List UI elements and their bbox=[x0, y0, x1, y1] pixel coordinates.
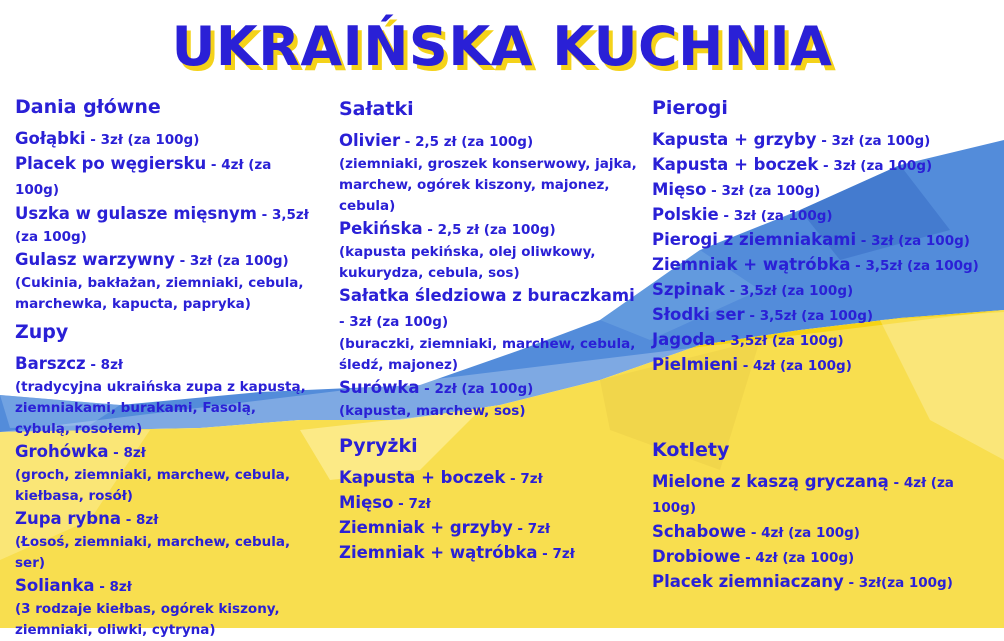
menu-item bbox=[652, 570, 997, 595]
section-title-salatki: Sałatki bbox=[339, 98, 414, 120]
section-salatki bbox=[339, 97, 639, 422]
menu-item-description: (groch, ziemniaki, marchew, cebula, kiełbasa, rosół) bbox=[15, 467, 291, 504]
menu-item bbox=[652, 303, 997, 328]
menu-item-name: Placek po węgiersku bbox=[15, 154, 207, 173]
menu-item-price: - 3zł (za 100g) bbox=[85, 132, 200, 148]
menu-item-name: Pielmieni bbox=[652, 355, 739, 374]
menu-item-price: - 7zł bbox=[393, 496, 431, 512]
menu-item bbox=[652, 128, 997, 153]
menu-item-name: Drobiowe bbox=[652, 547, 741, 566]
page-title: UKRAIŃSKA KUCHNIA bbox=[171, 15, 833, 78]
menu-item-name: Ziemniak + grzyby bbox=[339, 518, 513, 537]
menu-item-name: Olivier bbox=[339, 131, 401, 150]
menu-item-name: Barszcz bbox=[15, 354, 86, 373]
menu-item bbox=[339, 516, 639, 541]
menu-item-price: - 3zł (za 100g) bbox=[339, 314, 449, 330]
menu-item bbox=[15, 574, 315, 641]
menu-item-price: - 4zł (za 100g) bbox=[15, 157, 272, 198]
menu-item-name: Jagoda bbox=[652, 330, 716, 349]
section-pyryzki bbox=[339, 434, 639, 566]
menu-item-description: (kapusta, marchew, sos) bbox=[339, 403, 526, 419]
menu-item bbox=[339, 491, 639, 516]
menu-item-price: - 8zł bbox=[85, 357, 123, 373]
menu-item-description: (buraczki, ziemniaki, marchew, cebula, śledź, majonez) bbox=[339, 336, 636, 373]
menu-item bbox=[339, 466, 639, 491]
menu-item-name: Mięso bbox=[652, 180, 707, 199]
section-title-pyryzki: Pyryżki bbox=[339, 435, 418, 457]
menu-item bbox=[652, 228, 997, 253]
menu-item-name: Schabowe bbox=[652, 522, 747, 541]
menu-item bbox=[339, 541, 639, 566]
menu-item-price: - 2,5 zł (za 100g) bbox=[422, 222, 556, 238]
menu-item-price: - 3zł (za 100g) bbox=[816, 133, 931, 149]
menu-item-name: Ziemniak + wątróbka bbox=[339, 543, 538, 562]
menu-item bbox=[15, 127, 315, 152]
menu-item-name: Zupa rybna bbox=[15, 509, 121, 528]
menu-item bbox=[15, 507, 315, 574]
menu-item-price: - 3,5zł (za 100g) bbox=[715, 333, 844, 349]
menu-item-name: Gołąbki bbox=[15, 129, 86, 148]
menu-item-price: - 2,5 zł (za 100g) bbox=[400, 134, 534, 150]
menu-item-price: - 7zł bbox=[505, 471, 543, 487]
menu-item-name: Solianka bbox=[15, 576, 95, 595]
menu-item-price: - 3zł (za 100g) bbox=[818, 158, 933, 174]
section-pierogi bbox=[652, 96, 997, 378]
menu-item-price: - 4zł (za 100g) bbox=[746, 525, 860, 541]
menu-item bbox=[652, 470, 997, 520]
menu-item-description: (za 100g) bbox=[15, 229, 87, 245]
pierogi-list bbox=[652, 128, 997, 378]
menu-item-price: - 3zł (za 100g) bbox=[174, 253, 289, 269]
menu-item-name: Sałatka śledziowa z buraczkami bbox=[339, 286, 635, 305]
menu-item-price: - 3,5zł (za 100g) bbox=[724, 283, 854, 299]
menu-item bbox=[339, 284, 639, 376]
menu-item bbox=[15, 202, 315, 248]
menu-item-name: Słodki ser bbox=[652, 305, 745, 324]
section-title-pierogi: Pierogi bbox=[652, 97, 728, 119]
menu-item bbox=[652, 520, 997, 545]
menu-item-name: Pierogi z ziemniakami bbox=[652, 230, 857, 249]
menu-item bbox=[339, 217, 639, 284]
menu-item-name: Gulasz warzywny bbox=[15, 250, 175, 269]
menu-item bbox=[652, 353, 997, 378]
pyryzki-list bbox=[339, 466, 639, 566]
menu-item bbox=[339, 129, 639, 217]
kotlety-list bbox=[652, 470, 997, 595]
menu-item-price: - 8zł bbox=[108, 445, 146, 461]
section-title-dania-glowne: Dania główne bbox=[15, 96, 161, 118]
menu-item bbox=[652, 203, 997, 228]
menu-item-price: - 7zł bbox=[512, 521, 550, 537]
menu-item bbox=[652, 153, 997, 178]
menu-item-name: Kapusta + boczek bbox=[652, 155, 819, 174]
menu-item bbox=[652, 328, 997, 353]
menu-item-name: Uszka w gulasze mięsnym bbox=[15, 204, 257, 223]
menu-item-price: - 7zł bbox=[537, 546, 575, 562]
menu-item bbox=[652, 253, 997, 278]
middle-column bbox=[339, 97, 639, 566]
menu-item-name: Polskie bbox=[652, 205, 719, 224]
menu-item-name: Pekińska bbox=[339, 219, 423, 238]
menu-item-price: - 3,5zł (za 100g) bbox=[850, 258, 979, 274]
menu-item-price: - 3,5zł (za 100g) bbox=[744, 308, 874, 324]
menu-item-description: (Łosoś, ziemniaki, marchew, cebula, ser) bbox=[15, 534, 291, 571]
menu-item-price: - 3,5zł bbox=[256, 207, 309, 223]
menu-item-price: - 4zł (za 100g) bbox=[652, 475, 954, 516]
menu-item-name: Mięso bbox=[339, 493, 394, 512]
menu-item-name: Kapusta + boczek bbox=[339, 468, 506, 487]
menu-item-name: Mielone z kaszą gryczaną bbox=[652, 472, 889, 491]
menu-item-description: (3 rodzaje kiełbas, ogórek kiszony, ziemniaki, oliwki, cytryna) bbox=[15, 601, 280, 638]
menu-item-price: - 2zł (za 100g) bbox=[419, 381, 534, 397]
section-title-zupy: Zupy bbox=[15, 321, 69, 343]
menu-item bbox=[15, 352, 315, 440]
right-column bbox=[652, 96, 997, 595]
menu-item bbox=[15, 152, 315, 202]
section-dania-glowne bbox=[15, 95, 315, 315]
menu-item-name: Grohówka bbox=[15, 442, 109, 461]
menu-item bbox=[15, 440, 315, 507]
menu-item bbox=[652, 278, 997, 303]
left-column bbox=[15, 95, 315, 641]
menu-item-description: (kapusta pekińska, olej oliwkowy, kukurydza, cebula, sos) bbox=[339, 244, 596, 281]
menu-item-price: - 3zł(za 100g) bbox=[843, 575, 953, 591]
menu-item-price: - 4zł (za 100g) bbox=[740, 550, 855, 566]
menu-item-price: - 3zł (za 100g) bbox=[706, 183, 821, 199]
dania-glowne-list bbox=[15, 127, 315, 315]
salatki-list bbox=[339, 129, 639, 422]
section-kotlety bbox=[652, 438, 997, 595]
menu-item-price: - 3zł (za 100g) bbox=[856, 233, 970, 249]
menu-item-name: Szpinak bbox=[652, 280, 725, 299]
menu-item-description: (tradycyjna ukraińska zupa z kapustą, ziemniakami, burakami, Fasolą, cybulą, rosołem) bbox=[15, 379, 306, 437]
menu-item-name: Ziemniak + wątróbka bbox=[652, 255, 851, 274]
menu-item bbox=[652, 545, 997, 570]
menu-item-price: - 8zł bbox=[94, 579, 132, 595]
section-title-kotlety: Kotlety bbox=[652, 439, 730, 461]
menu-item-description: (Cukinia, bakłażan, ziemniaki, cebula, marchewka, kapucta, papryka) bbox=[15, 275, 304, 312]
menu-item-name: Placek ziemniaczany bbox=[652, 572, 844, 591]
menu-item bbox=[339, 376, 639, 422]
menu-item-description: (ziemniaki, groszek konserwowy, jajka, marchew, ogórek kiszony, majonez, cebula) bbox=[339, 156, 637, 214]
menu-item bbox=[15, 248, 315, 315]
menu-item bbox=[652, 178, 997, 203]
menu-item-price: - 8zł bbox=[121, 512, 159, 528]
menu-item-price: - 3zł (za 100g) bbox=[718, 208, 833, 224]
menu-item-price: - 4zł (za 100g) bbox=[738, 358, 852, 374]
menu-item-name: Kapusta + grzyby bbox=[652, 130, 817, 149]
section-zupy bbox=[15, 320, 315, 641]
zupy-list bbox=[15, 352, 315, 641]
menu-item-name: Surówka bbox=[339, 378, 420, 397]
